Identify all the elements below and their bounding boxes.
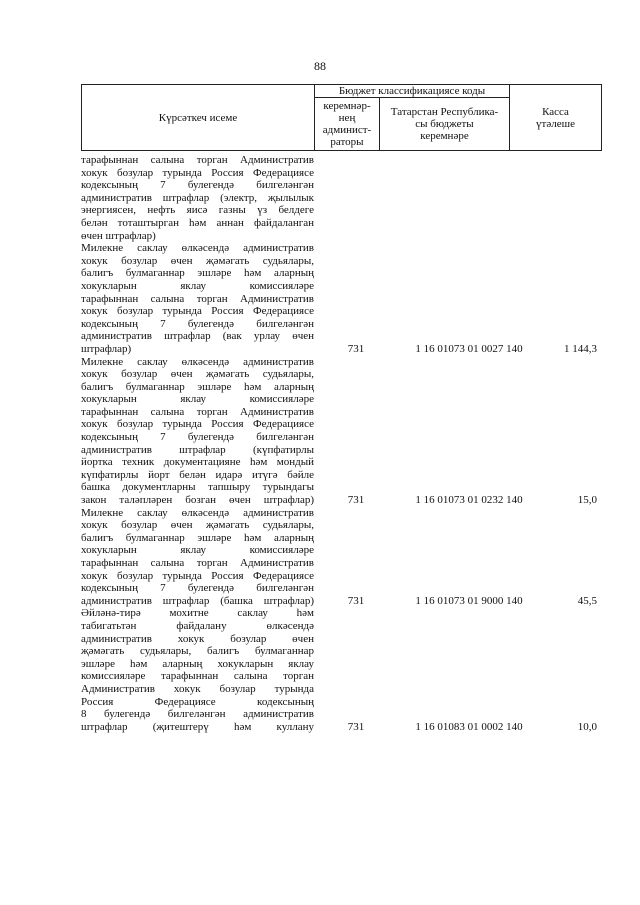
description-line: тарафыннан салына торган Административ (81, 557, 314, 569)
description-line: кодексының 7 булегендә билгеләнгән (81, 431, 314, 444)
header-cash-execution: Касса үтәлеше (510, 85, 602, 151)
description-line: тарафыннан салына торган Административ (81, 292, 314, 305)
description-line: тарафыннан салына торган Административ (81, 405, 314, 418)
description-line: йортка техник документацияне һәм мондый (81, 456, 314, 469)
revenue-code: 1 16 01073 01 0027 140 (415, 342, 523, 355)
description-line: Милекне саклау өлкәсендә административ (81, 242, 314, 255)
description-line: балигъ булмаганнар эшләре һәм аларның (81, 531, 314, 544)
admin-code: 731 (347, 342, 365, 355)
description-line: хокук бозулар турында Россия Федерациясе (81, 569, 314, 582)
description-line: табигатьтән файдалану өлкәсендә (81, 619, 314, 632)
revenue-code: 1 16 01073 01 0232 140 (415, 494, 523, 507)
table-row (81, 507, 601, 608)
description-line: хокук бозулар өчен җәмәгать судьялары, (81, 519, 314, 532)
description-line: административ штрафлар (электр, җылылык (81, 191, 314, 204)
description-line: җәмәгать судьялары, балигъ булмаганнар (81, 645, 314, 658)
description-line: кодексының 7 булегендә билгеләнгән (81, 179, 314, 192)
revenue-code: 1 16 01083 01 0002 140 (415, 720, 523, 733)
admin-code: 731 (347, 720, 365, 733)
description-line: башка документларны тапшыру турындагы (81, 481, 314, 494)
description-line: хокукларын яклау комиссияләре (81, 393, 314, 406)
description-line: Милекне саклау өлкәсендә административ (81, 355, 314, 368)
description-line: административ штрафлар (башка штрафлар) (81, 594, 314, 607)
description-line: эшләре һәм аларның хокукларын яклау (81, 657, 314, 670)
description-line: хокукларын яклау комиссияләре (81, 279, 314, 292)
description-line: балигъ булмаганнар эшләре һәм аларның (81, 267, 314, 280)
admin-code: 731 (347, 594, 365, 607)
description-line: Россия Федерациясе кодексының (81, 695, 314, 708)
description-line: энергиясен, нефть яисә газны үз белдеге (81, 204, 314, 217)
description-line: административ хокук бозулар өчен (81, 632, 314, 645)
description-line: административ штрафлар (вак урлау өчен (81, 330, 314, 343)
cash-amount: 10,0 (577, 720, 597, 733)
description-line: Милекне саклау өлкәсендә административ (81, 506, 314, 519)
description-line: штрафлар) (81, 342, 132, 355)
row-description (81, 242, 314, 355)
revenue-code: 1 16 01073 01 9000 140 (415, 594, 523, 607)
description-line: белән тоташтырган һәм аннан файдаланган (81, 216, 314, 229)
admin-code: 731 (347, 494, 365, 507)
row-description (81, 356, 314, 507)
row-description (81, 507, 314, 608)
description-line: Әйләнә-тирә мохитне саклау һәм (81, 607, 314, 620)
description-line: хокук бозулар өчен җәмәгать судьялары, (81, 368, 314, 381)
description-line: административ штрафлар (күпфатирлы (81, 443, 314, 456)
description-line: балигъ булмаганнар эшләре һәм аларның (81, 380, 314, 393)
description-line: 8 булегендә билгеләнгән административ (81, 708, 314, 721)
row-description (81, 154, 314, 242)
description-line: хокук бозулар турында Россия Федерациясе (81, 418, 314, 431)
table-row (81, 154, 601, 242)
table-row (81, 607, 601, 733)
header-revenue-code: Татарстан Республика- сы бюджеты керемнәре (380, 98, 510, 151)
description-line: күпфатирлы йорт белән идарә итүгә бәйле (81, 468, 314, 481)
table-body (81, 154, 601, 733)
cash-amount: 1 144,3 (564, 342, 597, 355)
description-line: Административ хокук бозулар турында (81, 682, 314, 695)
header-indicator-name: Күрсәткеч исеме (82, 85, 315, 151)
cash-amount: 45,5 (577, 594, 597, 607)
header-admin-code: керемнәр- нең админист- раторы (315, 98, 380, 151)
description-line: комиссияләре тарафыннан салына торган (81, 670, 314, 683)
description-line: кодексының 7 булегендә билгеләнгән (81, 582, 314, 595)
description-line: хокукларын яклау комиссияләре (81, 544, 314, 557)
description-line: закон таләпләрен бозган өчен штрафлар) (81, 494, 314, 507)
description-line: хокук бозулар турында Россия Федерациясе (81, 166, 314, 179)
row-description (81, 607, 314, 733)
description-line: кодексының 7 булегендә билгеләнгән (81, 317, 314, 330)
header-budget-codes: Бюджет классификациясе коды (315, 85, 510, 98)
description-line: хокук бозулар турында Россия Федерациясе (81, 305, 314, 318)
cash-amount: 15,0 (577, 494, 597, 507)
table-header (81, 84, 602, 151)
table-row (81, 356, 601, 507)
description-line: хокук бозулар өчен җәмәгать судьялары, (81, 254, 314, 267)
description-line: тарафыннан салына торган Административ (81, 154, 314, 166)
description-line: штрафлар (җитештерү һәм куллану (81, 720, 314, 733)
page-number: 88 (314, 59, 326, 73)
description-line: өчен штрафлар) (81, 229, 156, 242)
table-row (81, 242, 601, 355)
